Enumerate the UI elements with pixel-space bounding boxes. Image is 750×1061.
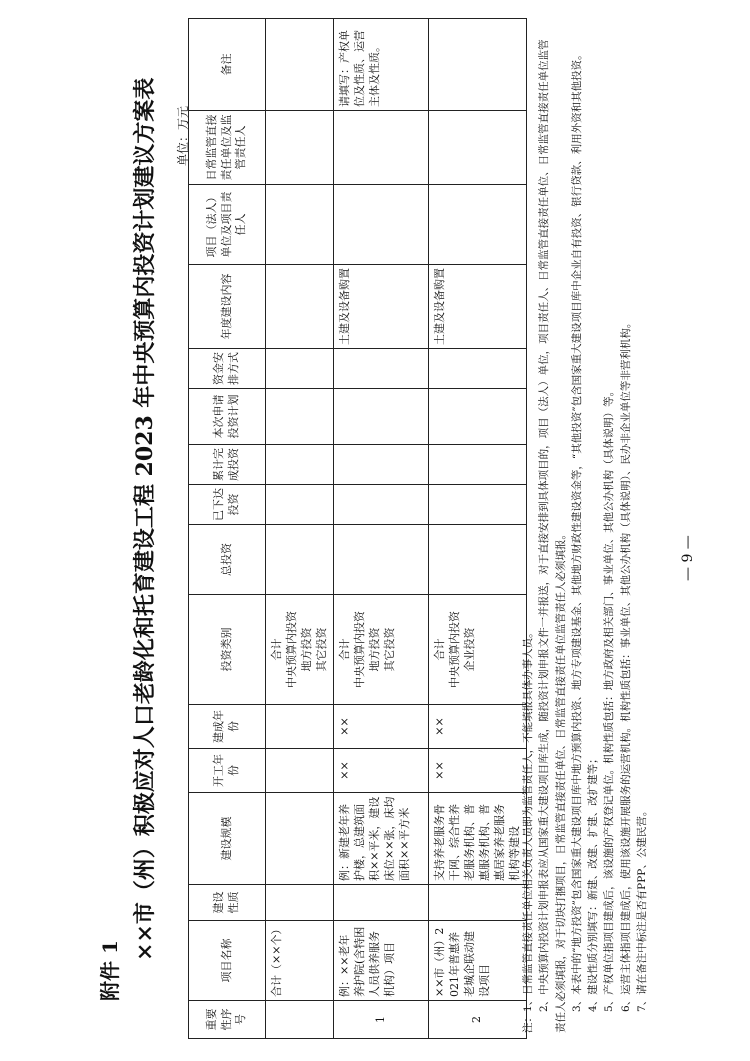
column-header: 已下达投资: [189, 485, 266, 525]
cell-supervisor: [429, 111, 527, 185]
column-header: 建设性质: [189, 885, 266, 921]
cell-start: ××: [334, 749, 429, 793]
cell-remark: [429, 19, 527, 111]
cell-category: 合计 中央预算内投资 地方投资 其它投资: [334, 595, 429, 705]
cell-seq: 2: [429, 1001, 527, 1039]
note-line: 4、建设性质分别填写：新建、改建、扩建、改扩建等；: [587, 753, 600, 1012]
cell-name: 例：××老年养护院(含特困人员供养服务机构）项目: [334, 921, 429, 1001]
cell-start: [266, 749, 334, 793]
column-header: 总投资: [189, 525, 266, 595]
unit-label: 单位：万元: [176, 105, 190, 166]
cell-completed: [334, 445, 429, 485]
column-header: 项目（法人）单位及项目责任人: [189, 185, 266, 265]
cell-issued: [266, 485, 334, 525]
cell-owner: [334, 185, 429, 265]
cell-nature: [266, 885, 334, 921]
attachment-label: 附件 1: [98, 940, 122, 1001]
cell-apply: [429, 389, 527, 445]
cell-total: [429, 525, 527, 595]
cell-remark: 请填写：产权单位及性质、运营主体及性质。: [334, 19, 429, 111]
page-title: ××市（州）积极应对人口老龄化和托育建设工程 2023 年中央预算内投资计划建议方案表: [132, 77, 158, 961]
cell-supervisor: [266, 111, 334, 185]
cell-end: [266, 705, 334, 749]
cell-remark: [266, 19, 334, 111]
page-number: — 9 —: [680, 535, 696, 581]
cell-issued: [334, 485, 429, 525]
table-row: [334, 19, 429, 1039]
cell-content: 土建及设备购置: [334, 265, 429, 349]
cell-name: ××市（州）2021年普惠养老城企联动建设项目: [429, 921, 527, 1001]
column-header: 投资类别: [189, 595, 266, 705]
cell-owner: [266, 185, 334, 265]
note-line: 注：1、日常监管直接责任单位相关负责人员即为监管责任人，不能填报具体办事人员。: [522, 627, 534, 1033]
column-header: 开工年份: [189, 749, 266, 793]
note-line: 6、运营主体指项目建成后，使用该设施开展服务的运营机构。机构性质包括：事业单位、其他公办机构（具体说明）、民办非企业单位等非营利机构。: [619, 317, 632, 1012]
cell-owner: [429, 185, 527, 265]
notes: [520, 33, 650, 1033]
note-line: 3、本表中的“地方投资”包含国家重大建设项目库中地方预算内投资、地方专项建设基金、其他地方财政性建设资金等，“其他投资”包含国家重大建设项目库中企业自有投资、银行贷款、利用外资和其他投资。: [570, 49, 583, 1012]
column-header: 项目名称: [189, 921, 266, 1001]
cell-end: ××: [429, 705, 527, 749]
cell-nature: [334, 885, 429, 921]
cell-scale: 支持养老服务骨干网、综合性养老服务机构、普惠服务机构、普惠居家养老服务机构等建设: [429, 793, 527, 885]
cell-category: 合计 中央预算内投资 地方投资 其它投资: [266, 595, 334, 705]
column-header: 累计完成投资: [189, 445, 266, 485]
cell-total: [334, 525, 429, 595]
cell-fund: [429, 349, 527, 389]
cell-total: [266, 525, 334, 595]
cell-apply: [334, 389, 429, 445]
column-header: 重要性序号: [189, 1001, 266, 1039]
cell-fund: [334, 349, 429, 389]
cell-start: ××: [429, 749, 527, 793]
cell-end: ××: [334, 705, 429, 749]
note-line: 2、中央预算内投资计划申报表应从国家重大建设项目库生成，随投资计划申报文件一并报送，对于直接安排到具体项目的，项目（法人）单位，项目责任人、日常监管直接责任单位、日常监管直接责任单位监管责任人必须填报，对于切块打捆项目，日常监管直接责任单位、日常监管直接责任单位监管责任人必须填报。: [538, 39, 567, 1033]
cell-nature: [429, 885, 527, 921]
table-header-row: [189, 19, 266, 1039]
cell-completed: [266, 445, 334, 485]
column-header: 年度建设内容: [189, 265, 266, 349]
column-header: 资金安排方式: [189, 349, 266, 389]
column-header: 备注: [189, 19, 266, 111]
table-row: [429, 19, 527, 1039]
note-line: 7、请在备注中标注是否有PPP、公建民营。: [635, 805, 648, 1012]
column-header: 日常监管直接责任单位及监管责任人: [189, 111, 266, 185]
investment-table: [188, 18, 527, 1039]
cell-apply: [266, 389, 334, 445]
cell-supervisor: [334, 111, 429, 185]
column-header: 建设规模: [189, 793, 266, 885]
cell-fund: [266, 349, 334, 389]
cell-content: 土建及设备购置: [429, 265, 527, 349]
column-header: 本次申请投资计划: [189, 389, 266, 445]
column-header: 建成年份: [189, 705, 266, 749]
cell-content: [266, 265, 334, 349]
cell-scale: 例：新建老年养护楼，总建筑面积××平米，建设床位××张，床均面积××平方米: [334, 793, 429, 885]
cell-scale: [266, 793, 334, 885]
note-line: 5、产权单位指项目建成后，该设施的产权登记单位。机构性质包括：地方政府及相关部门、事业单位、其他公办机构（具体说明）等。: [603, 385, 616, 1012]
cell-category: 合计 中央预算内投资 企业投资: [429, 595, 527, 705]
cell-completed: [429, 445, 527, 485]
cell-issued: [429, 485, 527, 525]
cell-name: 合计（××个）: [266, 921, 334, 1001]
cell-seq: [266, 1001, 334, 1039]
table-row: [266, 19, 334, 1039]
cell-seq: 1: [334, 1001, 429, 1039]
